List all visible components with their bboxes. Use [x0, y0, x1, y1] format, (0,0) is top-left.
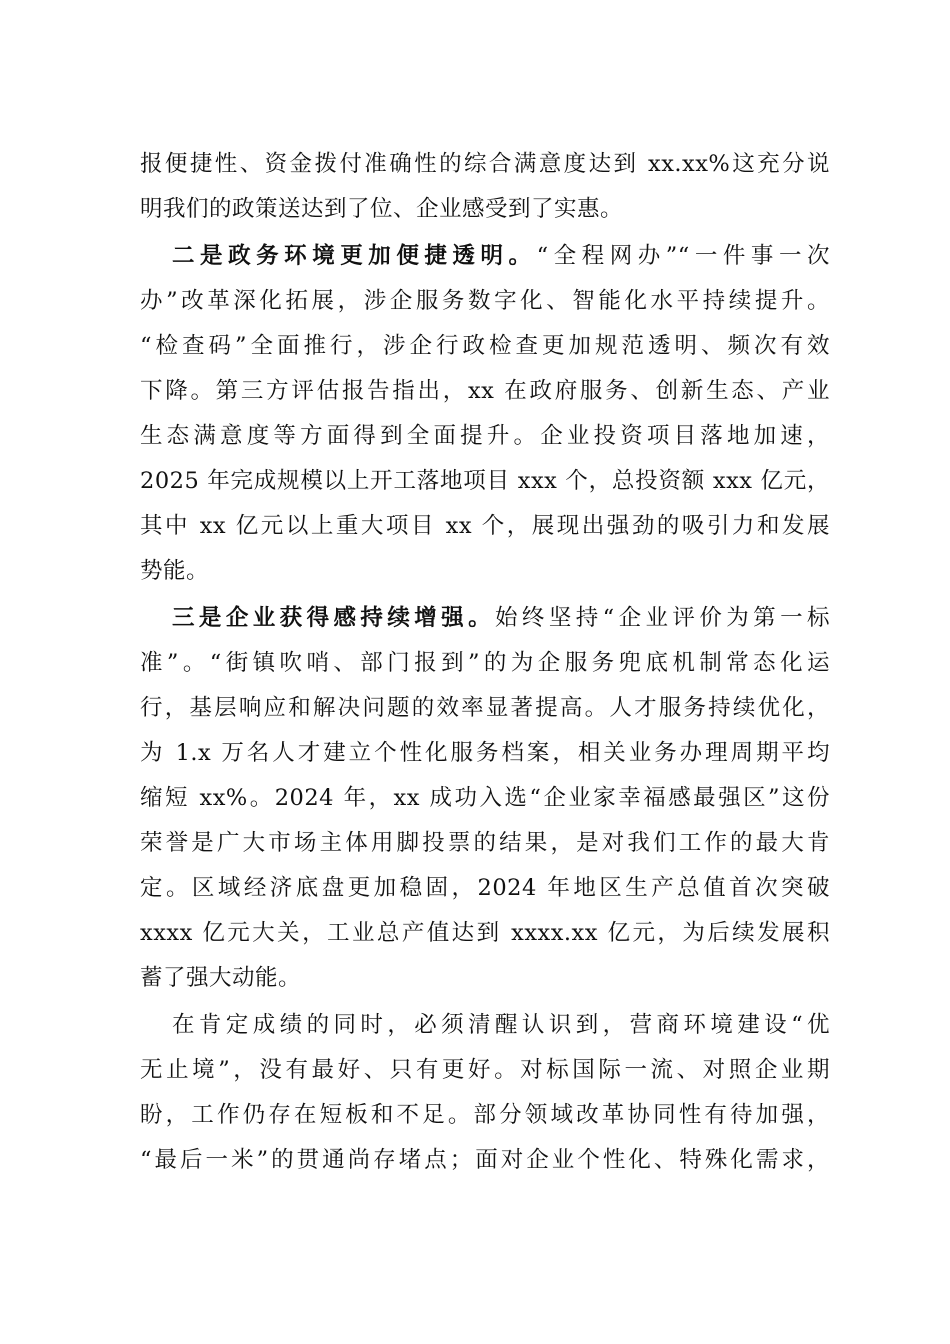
text-line	[140, 234, 830, 279]
text-line: 荣誉是广大市场主体用脚投票的结果，是对我们工作的最大肯	[140, 830, 830, 856]
text-line: 报便捷性、资金拨付准确性的综合满意度达到 xx.xx%这充分说	[140, 151, 830, 177]
paragraph-shortcomings	[140, 1003, 830, 1183]
text-line: 定。区域经济底盘更加稳固，2024 年地区生产总值首次突破	[140, 875, 830, 901]
paragraph-government-environment	[140, 234, 830, 594]
paragraph-policy-satisfaction	[140, 142, 830, 232]
text-line: 蓄了强大动能。	[140, 965, 302, 991]
text-line: xxxx 亿元大关，工业总产值达到 xxxx.xx 亿元，为后续发展积	[140, 920, 830, 946]
text-line: 生态满意度等方面得到全面提升。企业投资项目落地加速，	[140, 423, 830, 449]
text-line: 无止境”，没有最好、只有更好。对标国际一流、对照企业期	[140, 1057, 830, 1083]
text-line: 明我们的政策送达到了位、企业感受到了实惠。	[140, 196, 624, 222]
text-line: 其中 xx 亿元以上重大项目 xx 个，展现出强劲的吸引力和发展	[140, 513, 830, 539]
text-line	[140, 596, 830, 641]
text-line: 行，基层响应和解决问题的效率显著提高。人才服务持续优化，	[140, 695, 830, 721]
text-line: 在肯定成绩的同时，必须清醒认识到，营商环境建设“优	[172, 1012, 830, 1038]
text-line: 下降。第三方评估报告指出，xx 在政府服务、创新生态、产业	[140, 378, 830, 404]
text-line: 盼，工作仍存在短板和不足。部分领域改革协同性有待加强，	[140, 1102, 830, 1128]
text-line: 缩短 xx%。2024 年，xx 成功入选“企业家幸福感最强区”这份	[140, 785, 830, 811]
text-line: 准”。“街镇吹哨、部门报到”的为企服务兜底机制常态化运	[140, 650, 830, 676]
paragraph-enterprise-gain	[140, 596, 830, 1001]
document-body	[140, 142, 830, 1183]
text-line: “最后一米”的贯通尚存堵点；面对企业个性化、特殊化需求，	[140, 1147, 830, 1173]
text-line: “检查码”全面推行，涉企行政检查更加规范透明、频次有效	[140, 333, 830, 359]
text-line: 势能。	[140, 558, 210, 584]
text-line: 办”改革深化拓展，涉企服务数字化、智能化水平持续提升。	[140, 288, 830, 314]
text-line: 2025 年完成规模以上开工落地项目 xxx 个，总投资额 xxx 亿元，	[140, 468, 830, 494]
paragraph-lead-heading: 二是政务环境更加便捷透明。	[172, 243, 537, 269]
paragraph-lead-heading: 三是企业获得感持续增强。	[172, 605, 495, 631]
text-run: 始终坚持“企业评价为第一标	[495, 605, 830, 631]
text-line: 为 1.x 万名人才建立个性化服务档案，相关业务办理周期平均	[140, 740, 830, 766]
text-run: “全程网办”“一件事一次	[536, 243, 830, 269]
